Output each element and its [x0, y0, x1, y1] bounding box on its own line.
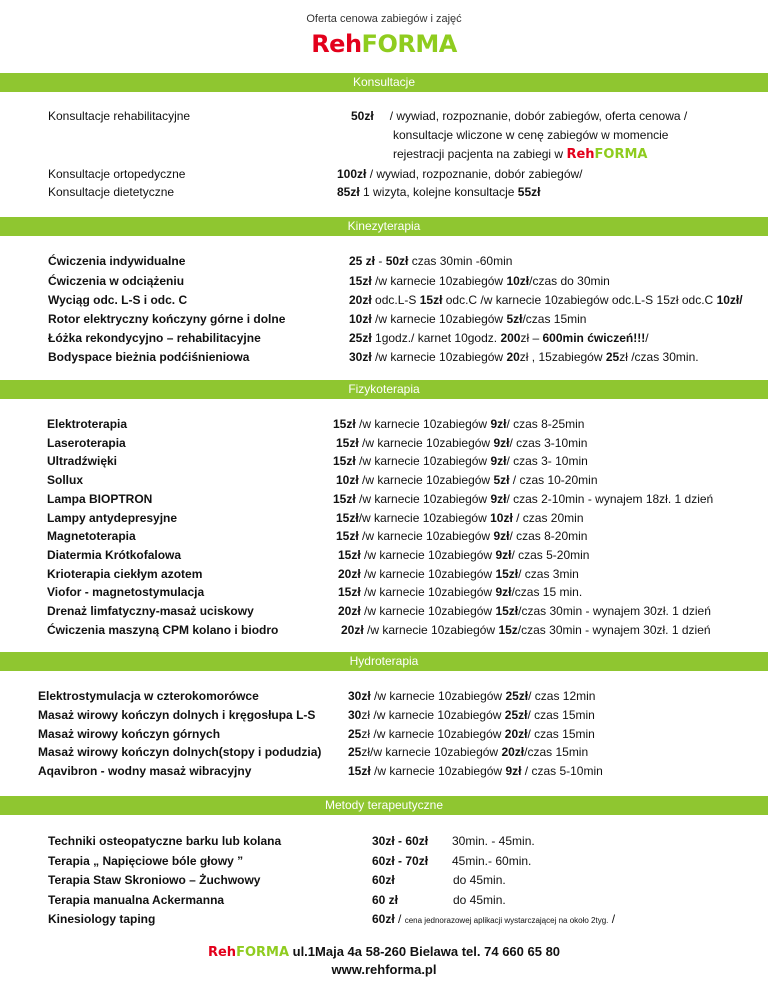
price-line: rejestracji pacjenta na zabiegi w RehFORMA [393, 147, 648, 162]
footer-address: RehFORMA ul.1Maja 4a 58-260 Bielawa tel. 74 660 65 80 [207, 944, 561, 960]
price-value: 60zł [372, 873, 395, 887]
service-name: Konsultacje rehabilitacyjne [48, 109, 191, 123]
service-name: Techniki osteopatyczne barku lub kolana [48, 834, 282, 848]
price-line: 15zł /w karnecie 10zabiegów 9zł/ czas 3-10min [336, 436, 588, 450]
price-line: 20zł /w karnecie 10zabiegów 15z/czas 30min - wynajem 30zł. 1 dzień [341, 623, 711, 637]
section-band-konsultacje: Konsultacje [0, 73, 768, 92]
price-line: 30zł /w karnecie 10zabiegów 25zł/ czas 15min [348, 708, 595, 722]
service-name: Drenaż limfatyczny-masaż uciskowy [47, 604, 254, 618]
duration-value: do 45min. [453, 873, 506, 887]
price-line: 15zł /w karnecie 10zabiegów 9zł/ czas 8-20min [336, 529, 588, 543]
section-band-metody-terapeutyczne: Metody terapeutyczne [0, 796, 768, 815]
price-line: 15zł /w karnecie 10zabiegów 9zł/ czas 8-25min [333, 417, 585, 431]
service-name: Ćwiczenia indywidualne [48, 254, 186, 268]
service-name: Magnetoterapia [47, 529, 136, 543]
price-line: 30zł /w karnecie 10zabiegów 25zł/ czas 12min [348, 689, 596, 703]
rehforma-logo: RehFORMA [311, 30, 457, 58]
service-name: Sollux [47, 473, 84, 487]
price-line: 15zł /w karnecie 10zabiegów 9zł/ czas 5-20min [338, 548, 590, 562]
service-name: Terapia manualna Ackermanna [48, 893, 225, 907]
service-name: Terapia Staw Skroniowo – Żuchwowy [48, 873, 261, 887]
service-name: Masaż wirowy kończyn dolnych(stopy i podudzia) [38, 745, 322, 759]
service-name: Lampy antydepresyjne [47, 511, 178, 525]
service-name: Krioterapia ciekłym azotem [47, 567, 203, 581]
service-name: Ćwiczenia maszyną CPM kolano i biodro [47, 623, 279, 637]
service-name: Diatermia Krótkofalowa [47, 548, 182, 562]
service-name: Elektrostymulacja w czterokomorówce [38, 689, 259, 703]
service-name: Łóżka rekondycyjno – rehabilitacyjne [48, 331, 261, 345]
footer-website-link[interactable]: www.rehforma.pl [331, 962, 437, 977]
section-band-fizykoterapia: Fizykoterapia [0, 380, 768, 399]
price-line: 25 zł - 50zł czas 30min -60min [349, 254, 513, 268]
price-line: 25zł /w karnecie 10zabiegów 20zł/ czas 15min [348, 727, 595, 741]
price-line: 30zł /w karnecie 10zabiegów 20zł , 15zabiegów 25zł /czas 30min. [349, 350, 699, 364]
duration-value: 45min.- 60min. [452, 854, 532, 868]
service-name: Bodyspace bieżnia podćiśnieniowa [48, 350, 250, 364]
service-name: Masaż wirowy kończyn dolnych i kręgosłupa L-S [38, 708, 316, 722]
price-line: 50zł / wywiad, rozpoznanie, dobór zabiegów, oferta cenowa / [351, 109, 688, 123]
service-name: Lampa BIOPTRON [47, 492, 153, 506]
price-line: konsultacje wliczone w cenę zabiegów w momencie [393, 128, 669, 142]
price-line: 20zł odc.L-S 15zł odc.C /w karnecie 10zabiegów odc.L-S 15zł odc.C 10zł/ [349, 293, 743, 307]
price-line: 15zł /w karnecie 10zabiegów 9zł/ czas 2-10min - wynajem 18zł. 1 dzień [333, 492, 714, 506]
duration-value: do 45min. [453, 893, 506, 907]
price-value: 60 zł [372, 893, 399, 907]
price-value: 60zł - 70zł [372, 854, 429, 868]
service-name: Wyciąg odc. L-S i odc. C [48, 293, 188, 307]
service-name: Konsultacje ortopedyczne [48, 167, 186, 181]
section-band-kinezyterapia: Kinezyterapia [0, 217, 768, 236]
service-name: Rotor elektryczny kończyny górne i dolne [48, 312, 286, 326]
price-line: 25zł 1godz./ karnet 10godz. 200zł – 600min ćwiczeń!!!/ [349, 331, 649, 345]
price-line: 10zł /w karnecie 10zabiegów 5zł/czas 15min [349, 312, 587, 326]
price-line: 15zł /w karnecie 10zabiegów 9zł/ czas 3- 10min [333, 454, 588, 468]
service-name: Kinesiology taping [48, 912, 156, 926]
price-line: 85zł 1 wizyta, kolejne konsultacje 55zł [337, 185, 541, 199]
price-line: 100zł / wywiad, rozpoznanie, dobór zabiegów/ [337, 167, 583, 181]
duration-value: 30min. - 45min. [452, 834, 535, 848]
price-value: 30zł - 60zł [372, 834, 429, 848]
price-line: 10zł /w karnecie 10zabiegów 5zł / czas 10-20min [336, 473, 598, 487]
service-name: Aqavibron - wodny masaż wibracyjny [38, 764, 252, 778]
price-line: 20zł /w karnecie 10zabiegów 15zł/ czas 3min [338, 567, 579, 581]
price-value: 60zł / cena jednorazowej aplikacji wystarczającej na około 2tyg. / [372, 912, 616, 926]
price-line: 20zł /w karnecie 10zabiegów 15zł/czas 30min - wynajem 30zł. 1 dzień [338, 604, 711, 618]
service-name: Viofor - magnetostymulacja [47, 585, 205, 599]
service-name: Ćwiczenia w odciążeniu [48, 274, 185, 288]
price-line: 15zł/w karnecie 10zabiegów 10zł / czas 20min [336, 511, 584, 525]
price-line: 25zł/w karnecie 10zabiegów 20zł/czas 15min [348, 745, 589, 759]
section-band-hydroterapia: Hydroterapia [0, 652, 768, 671]
price-line: 15zł /w karnecie 10zabiegów 9zł/czas 15 min. [338, 585, 583, 599]
service-name: Terapia „ Napięciowe bóle głowy ” [48, 854, 244, 868]
service-name: Ultradźwięki [47, 454, 118, 468]
offer-subtitle: Oferta cenowa zabiegów i zajęć [306, 13, 462, 25]
service-name: Konsultacje dietetyczne [48, 185, 175, 199]
price-line: 15zł /w karnecie 10zabiegów 9zł / czas 5-10min [348, 764, 603, 778]
price-line: 15zł /w karnecie 10zabiegów 10zł/czas do 30min [349, 274, 610, 288]
service-name: Laseroterapia [47, 436, 126, 450]
service-name: Elektroterapia [47, 417, 128, 431]
service-name: Masaż wirowy kończyn górnych [38, 727, 221, 741]
